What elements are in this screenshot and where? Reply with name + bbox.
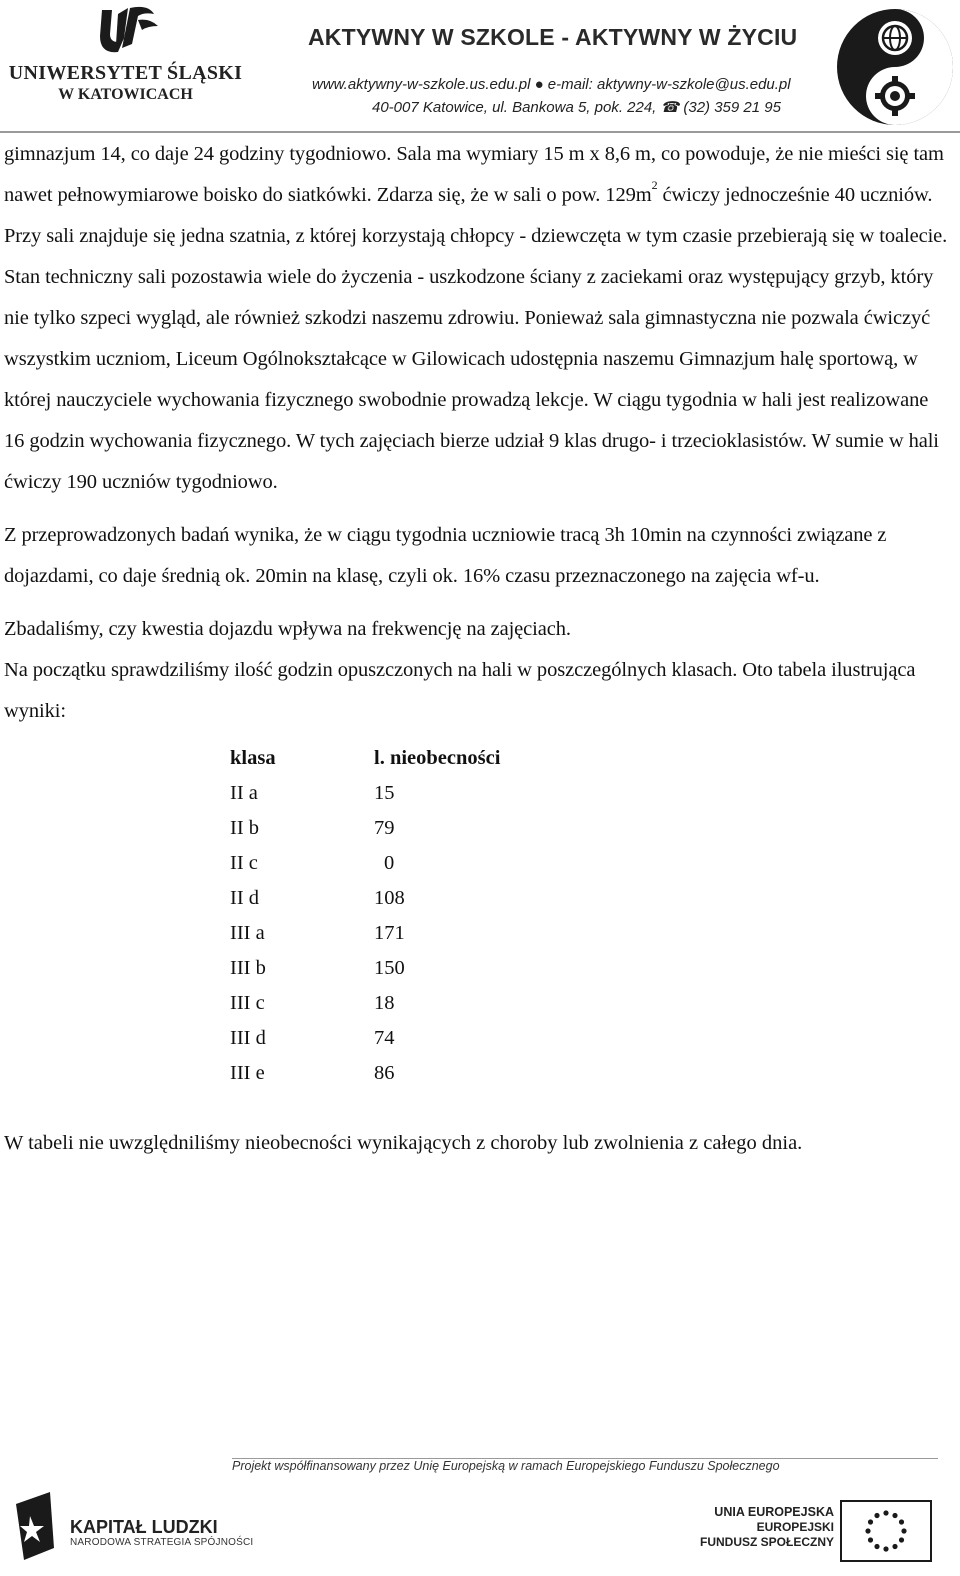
project-emblem-icon [834,6,956,128]
eu-label: UNIA EUROPEJSKA EUROPEJSKI FUNDUSZ SPOŁECZNY [700,1505,835,1549]
kapital-ludzki-name: KAPITAŁ LUDZKI [70,1517,218,1537]
kapital-ludzki-logo-icon [10,1492,58,1562]
column-header-class: klasa [230,746,276,769]
university-name: UNIWERSYTET ŚLĄSKI [8,62,243,84]
table-row: II c 0 [230,852,395,874]
table-row: III e 86 [230,1062,395,1084]
paragraph-table-intro: Na początku sprawdziliśmy ilość godzin opuszczonych na hali w poszczególnych klasach. Oto tabela ilustrująca wyniki: [4,659,916,722]
table-row: III d 74 [230,1027,395,1049]
page-header [0,0,960,140]
column-header-absences: l. nieobecności [374,746,501,769]
table-note: W tabeli nie uwzględniliśmy nieobecności wynikających z choroby lub zwolnienia z całego dnia. [4,1132,803,1154]
table-row: II d 108 [230,887,405,909]
eu-flag-icon [840,1500,932,1562]
table-row: II b 79 [230,817,395,839]
absence-table [230,740,544,1091]
paragraph-commute-findings: Z przeprowadzonych badań wynika, że w ciągu tygodnia uczniowie tracą 3h 10min na czynności związane z dojazdami, co daje średnią ok. 20min na klasę, czyli ok. 16% czasu przeznaczonego na zajęcia wf-u. [4,524,887,587]
table-row: III a 171 [230,922,405,944]
kapital-ludzki-subtitle: NARODOWA STRATEGIA SPÓJNOŚCI [70,1537,254,1548]
project-address: 40-007 Katowice, ul. Bankowa 5, pok. 224, ☎ (32) 359 21 95 [372,99,781,116]
paragraph-research-question: Zbadaliśmy, czy kwestia dojazdu wpływa na frekwencję na zajęciach. [4,618,571,640]
table-row: III b 150 [230,957,405,979]
paragraph-hall-description: gimnazjum 14, co daje 24 godziny tygodniowo. Sala ma wymiary 15 m x 8,6 m, co powoduje, że nie mieści się tam nawet pełnowymiarowe boisko do siatkówki. Zdarza się, że w sali o pow. $129m^2$ ćwiczy jednocześnie 40 uczniów. Przy sali znajduje się jedna szatnia, z której korzystają chłopcy - dziewczęta w tym czasie przebierają się w toalecie. Stan techniczny sali pozostawia wiele do życzenia - uszkodzone ściany z zaciekami oraz występujący grzyb, który nie tylko szpeci wygląd, ale również szkodzi naszemu zdrowiu. Ponieważ sala gimnastyczna nie pozwala ćwiczyć wszystkim uczniom, Liceum Ogólnokształcące w Gilowicach udostępnia naszemu Gimnazjum halę sportową, w której nauczyciele wychowania fizycznego swobodnie prowadzą lekcje. W ciągu tygodnia w hali jest realizowane 16 godzin wychowania fizycznego. W tych zajęciach bierze udział 9 klas drugo- i trzecioklasistów. W sumie w hali ćwiczy 190 uczniów tygodniowo. [4,143,948,493]
footer-project-note: Projekt współfinansowany przez Unię Europejską w ramach Europejskiego Funduszu Społecznego [232,1459,780,1473]
project-title: AKTYWNY W SZKOLE - AKTYWNY W ŻYCIU [308,24,798,50]
project-contact: www.aktywny-w-szkole.us.edu.pl ● e-mail: aktywny-w-szkole@us.edu.pl [312,76,791,93]
university-emblem-icon [88,4,168,59]
university-logo [8,4,243,104]
table-row: III c 18 [230,992,395,1014]
header-divider [0,131,960,133]
table-row: II a 15 [230,782,395,804]
university-city: W KATOWICACH [58,86,193,103]
document-body [4,134,952,1164]
